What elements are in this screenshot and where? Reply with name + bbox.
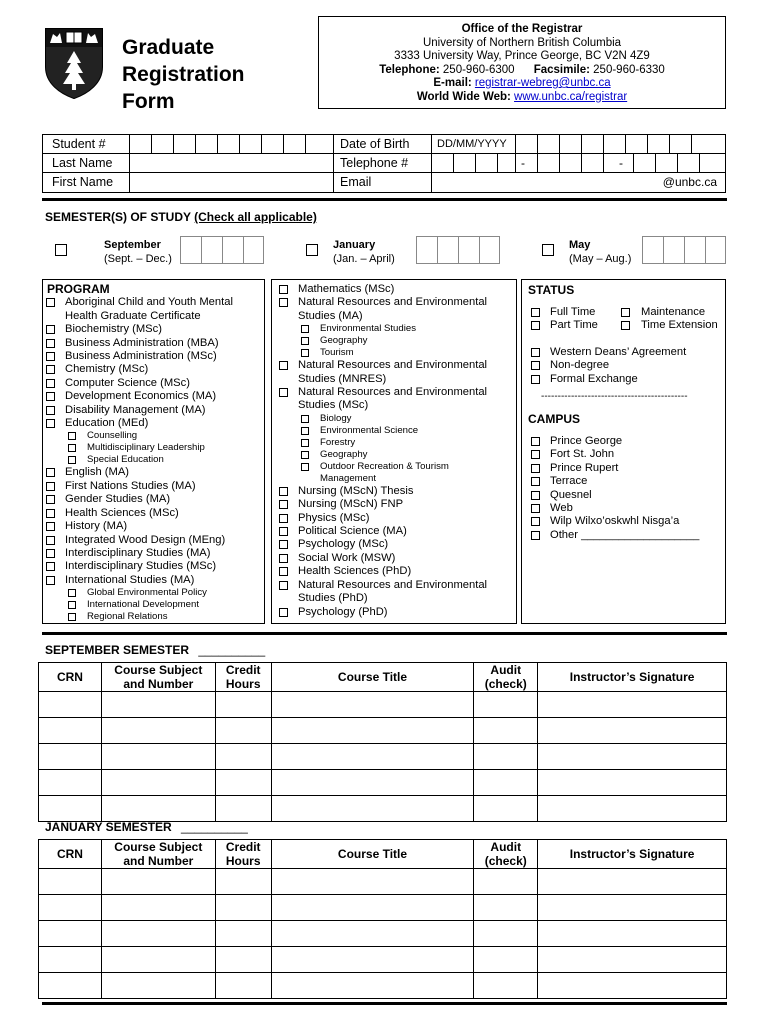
checkbox[interactable] bbox=[46, 536, 55, 545]
checkbox[interactable] bbox=[531, 517, 540, 526]
student-info-grid bbox=[42, 134, 726, 193]
program-option[interactable]: Political Science (MA) bbox=[276, 525, 487, 538]
checkbox[interactable] bbox=[279, 361, 288, 370]
checkbox[interactable] bbox=[531, 477, 540, 486]
checkbox[interactable] bbox=[301, 415, 309, 423]
program-option[interactable]: Interdisciplinary Studies (MSc) bbox=[43, 560, 233, 573]
september-year-boxes[interactable] bbox=[180, 236, 264, 264]
form-title bbox=[122, 34, 245, 115]
program-sub-option[interactable]: Multidisciplinary Leadership bbox=[43, 442, 233, 454]
campus-option[interactable]: Web bbox=[528, 502, 699, 515]
checkbox[interactable] bbox=[46, 298, 55, 307]
maintenance-label: Maintenance bbox=[641, 306, 706, 318]
program-option[interactable]: Interdisciplinary Studies (MA) bbox=[43, 547, 233, 560]
checkbox[interactable] bbox=[279, 285, 288, 294]
table-row[interactable] bbox=[39, 692, 727, 718]
checkbox[interactable] bbox=[301, 325, 309, 333]
january-year-blank: __________ bbox=[181, 820, 248, 834]
checkbox[interactable] bbox=[531, 491, 540, 500]
program-option[interactable]: Health Sciences (MSc) bbox=[43, 507, 233, 520]
checkbox[interactable] bbox=[301, 463, 309, 471]
program-option[interactable]: Psychology (MSc) bbox=[276, 538, 487, 551]
full-time-label: Full Time bbox=[550, 306, 596, 318]
september-course-table bbox=[38, 662, 727, 822]
january-range: (Jan. – April) bbox=[333, 253, 395, 265]
last-name-row bbox=[43, 154, 725, 173]
telephone-number-label: Telephone # bbox=[340, 156, 409, 170]
program-option[interactable]: Physics (MSc) bbox=[276, 512, 487, 525]
campus-option[interactable]: Prince Rupert bbox=[528, 462, 699, 475]
january-year-boxes[interactable] bbox=[416, 236, 500, 264]
unbc-crest-logo bbox=[44, 27, 104, 99]
program-option[interactable]: Disability Management (MA) bbox=[43, 404, 233, 417]
program-sub-option[interactable]: Tourism bbox=[276, 347, 487, 359]
email-domain: @unbc.ca bbox=[662, 175, 717, 189]
web-link[interactable]: www.unbc.ca/registrar bbox=[514, 90, 628, 103]
table-row[interactable] bbox=[39, 744, 727, 770]
program-option[interactable]: Nursing (MScN) FNP bbox=[276, 498, 487, 511]
program-option[interactable]: Business Administration (MSc) bbox=[43, 350, 233, 363]
program-sub-option[interactable]: Forestry bbox=[276, 437, 487, 449]
program-sub-option[interactable]: Outdoor Recreation & Tourism Management bbox=[276, 461, 487, 485]
campus-option[interactable]: Prince George bbox=[528, 435, 699, 448]
campus-option[interactable]: Other ___________________ bbox=[528, 529, 699, 542]
checkbox[interactable] bbox=[531, 437, 540, 446]
program-option[interactable]: Natural Resources and Environmental Studies (MSc) bbox=[276, 386, 487, 413]
form-title-line: Registration bbox=[122, 63, 245, 86]
may-year-boxes[interactable] bbox=[642, 236, 726, 264]
checkbox[interactable] bbox=[279, 298, 288, 307]
status-options bbox=[528, 306, 724, 403]
checkbox[interactable] bbox=[46, 482, 55, 491]
audit-header: Audit (check) bbox=[474, 663, 538, 692]
phone-dash: - bbox=[619, 156, 623, 170]
checkbox[interactable] bbox=[279, 581, 288, 590]
checkbox[interactable] bbox=[279, 514, 288, 523]
program-option[interactable]: English (MA) bbox=[43, 466, 233, 479]
program-option[interactable]: First Nations Studies (MA) bbox=[43, 480, 233, 493]
checkbox[interactable] bbox=[531, 450, 540, 459]
checkbox[interactable] bbox=[301, 337, 309, 345]
form-title-line: Form bbox=[122, 90, 175, 113]
checkbox[interactable] bbox=[301, 349, 309, 357]
september-year-blank: __________ bbox=[198, 643, 266, 657]
program-sub-option[interactable]: Global Environmental Policy bbox=[43, 587, 233, 599]
campus-options bbox=[528, 435, 699, 542]
january-semester-heading bbox=[45, 820, 248, 834]
program-heading: PROGRAM bbox=[47, 282, 110, 296]
january-semester-title: JANUARY SEMESTER bbox=[45, 820, 172, 834]
checkbox[interactable] bbox=[46, 406, 55, 415]
table-row[interactable] bbox=[39, 770, 727, 796]
checkbox[interactable] bbox=[46, 379, 55, 388]
crn-header: CRN bbox=[39, 663, 102, 692]
checkbox[interactable] bbox=[301, 451, 309, 459]
semester-heading-note: (Check all applicable) bbox=[194, 210, 317, 224]
course-title-header: Course Title bbox=[271, 840, 474, 869]
checkbox[interactable] bbox=[46, 509, 55, 518]
checkbox[interactable] bbox=[279, 500, 288, 509]
program-option[interactable]: Psychology (PhD) bbox=[276, 606, 487, 619]
checkbox[interactable] bbox=[531, 375, 540, 384]
credit-hours-header: Credit Hours bbox=[215, 663, 271, 692]
time-extension-checkbox[interactable] bbox=[621, 321, 630, 330]
january-label: January bbox=[333, 239, 376, 251]
university-name: University of Northern British Columbia bbox=[422, 36, 622, 49]
january-course-table bbox=[38, 839, 727, 999]
september-option bbox=[104, 238, 172, 266]
checkbox[interactable] bbox=[46, 562, 55, 571]
program-option[interactable]: Health Sciences (PhD) bbox=[276, 565, 487, 578]
program-option[interactable]: Nursing (MScN) Thesis bbox=[276, 485, 487, 498]
program-option[interactable]: Gender Studies (MA) bbox=[43, 493, 233, 506]
program-option[interactable]: Biochemistry (MSc) bbox=[43, 323, 233, 336]
first-name-label: First Name bbox=[52, 175, 114, 189]
program-option[interactable]: Business Administration (MBA) bbox=[43, 337, 233, 350]
january-checkbox[interactable] bbox=[306, 244, 318, 256]
checkbox[interactable] bbox=[279, 527, 288, 536]
course-subject-header: Course Subject and Number bbox=[101, 840, 215, 869]
checkbox[interactable] bbox=[531, 464, 540, 473]
program-sub-option[interactable]: International Development bbox=[43, 599, 233, 611]
program-option[interactable]: International Studies (MA) bbox=[43, 574, 233, 587]
part-time-checkbox[interactable] bbox=[531, 321, 540, 330]
checkbox[interactable] bbox=[279, 388, 288, 397]
checkbox[interactable] bbox=[68, 601, 76, 609]
program-option[interactable]: Social Work (MSW) bbox=[276, 552, 487, 565]
september-range: (Sept. – Dec.) bbox=[104, 253, 172, 265]
section-divider bbox=[42, 198, 727, 201]
table-row[interactable] bbox=[39, 869, 727, 895]
program-sub-option[interactable]: Counselling bbox=[43, 430, 233, 442]
september-label: September bbox=[104, 239, 161, 251]
checkbox[interactable] bbox=[531, 504, 540, 513]
program-sub-option[interactable]: Environmental Studies bbox=[276, 323, 487, 335]
program-sub-option[interactable]: Biology bbox=[276, 413, 487, 425]
table-row[interactable] bbox=[39, 973, 727, 999]
checkbox[interactable] bbox=[531, 361, 540, 370]
table-row[interactable] bbox=[39, 921, 727, 947]
table-row[interactable] bbox=[39, 718, 727, 744]
program-option[interactable]: Natural Resources and Environmental Studies (MA) bbox=[276, 296, 487, 323]
course-subject-header: Course Subject and Number bbox=[101, 663, 215, 692]
crn-header: CRN bbox=[39, 840, 102, 869]
signature-header: Instructor’s Signature bbox=[538, 840, 727, 869]
date-of-birth-label: Date of Birth bbox=[340, 137, 410, 151]
checkbox[interactable] bbox=[531, 531, 540, 540]
semester-heading-text: SEMESTER(S) OF STUDY bbox=[45, 210, 191, 224]
checkbox[interactable] bbox=[46, 522, 55, 531]
fax-value: 250-960-6330 bbox=[593, 63, 665, 76]
checkbox[interactable] bbox=[46, 419, 55, 428]
office-name: Office of the Registrar bbox=[461, 23, 583, 35]
signature-header: Instructor’s Signature bbox=[538, 663, 727, 692]
campus-option[interactable]: Fort St. John bbox=[528, 448, 699, 461]
section-divider bbox=[42, 632, 727, 635]
program-option[interactable]: Integrated Wood Design (MEng) bbox=[43, 534, 233, 547]
maintenance-checkbox[interactable] bbox=[621, 308, 630, 317]
table-header-row bbox=[39, 663, 727, 692]
status-heading: STATUS bbox=[528, 283, 575, 297]
checkbox[interactable] bbox=[68, 444, 76, 452]
checkbox[interactable] bbox=[279, 567, 288, 576]
checkbox[interactable] bbox=[68, 613, 76, 621]
last-name-label: Last Name bbox=[52, 156, 113, 170]
table-row[interactable] bbox=[39, 796, 727, 822]
fax-label: Facsimile: bbox=[533, 63, 590, 76]
campus-option[interactable]: Quesnel bbox=[528, 489, 699, 502]
program-list-2 bbox=[276, 283, 487, 619]
part-time-label: Part Time bbox=[550, 319, 598, 332]
program-sub-option[interactable]: Special Education bbox=[43, 454, 233, 466]
status-divider: -------------------------------------------- bbox=[541, 391, 688, 402]
registrar-contact-box bbox=[318, 16, 726, 109]
checkbox[interactable] bbox=[279, 608, 288, 617]
email-field-label: Email bbox=[340, 175, 372, 189]
checkbox[interactable] bbox=[46, 495, 55, 504]
program-sub-option[interactable]: Regional Relations bbox=[43, 611, 233, 623]
campus-heading: CAMPUS bbox=[528, 412, 581, 426]
program-option[interactable]: Development Economics (MA) bbox=[43, 390, 233, 403]
program-sub-option[interactable]: Geography bbox=[276, 335, 487, 347]
program-option[interactable]: Computer Science (MSc) bbox=[43, 377, 233, 390]
credit-hours-header: Credit Hours bbox=[215, 840, 271, 869]
checkbox[interactable] bbox=[46, 339, 55, 348]
status-option[interactable]: Non-degree bbox=[528, 359, 724, 372]
checkbox[interactable] bbox=[68, 432, 76, 440]
campus-option[interactable]: Terrace bbox=[528, 475, 699, 488]
web-label: World Wide Web: bbox=[416, 90, 511, 103]
table-row[interactable] bbox=[39, 895, 727, 921]
checkbox[interactable] bbox=[279, 540, 288, 549]
student-number-label: Student # bbox=[52, 137, 106, 151]
address: 3333 University Way, Prince George, BC V2N 4Z9 bbox=[394, 50, 650, 62]
checkbox[interactable] bbox=[279, 487, 288, 496]
checkbox[interactable] bbox=[46, 576, 55, 585]
september-semester-title: SEPTEMBER SEMESTER bbox=[45, 643, 190, 657]
time-extension-label: Time Extension bbox=[641, 319, 718, 332]
checkbox[interactable] bbox=[46, 365, 55, 374]
september-semester-heading bbox=[45, 643, 265, 657]
checkbox[interactable] bbox=[46, 468, 55, 477]
checkbox[interactable] bbox=[301, 439, 309, 447]
semester-of-study-heading bbox=[45, 210, 317, 224]
program-option[interactable]: History (MA) bbox=[43, 520, 233, 533]
section-divider bbox=[42, 1002, 727, 1005]
telephone-label: Telephone: bbox=[379, 63, 440, 76]
course-title-header: Course Title bbox=[271, 663, 474, 692]
may-label: May bbox=[569, 239, 591, 251]
may-checkbox[interactable] bbox=[542, 244, 554, 256]
january-option bbox=[333, 238, 395, 266]
email-link[interactable]: registrar-webreg@unbc.ca bbox=[474, 77, 611, 89]
checkbox[interactable] bbox=[531, 348, 540, 357]
audit-header: Audit (check) bbox=[474, 840, 538, 869]
program-sub-option[interactable]: Geography bbox=[276, 449, 487, 461]
campus-option[interactable]: Wilp Wilxo’oskwhl Nisga’a bbox=[528, 515, 699, 528]
student-number-row bbox=[43, 135, 725, 154]
status-option[interactable]: Formal Exchange bbox=[528, 373, 724, 386]
table-header-row bbox=[39, 840, 727, 869]
checkbox[interactable] bbox=[46, 325, 55, 334]
status-option[interactable]: Western Deans’ Agreement bbox=[528, 346, 724, 359]
checkbox[interactable] bbox=[46, 392, 55, 401]
full-time-checkbox[interactable] bbox=[531, 308, 540, 317]
first-name-row bbox=[43, 173, 725, 192]
checkbox[interactable] bbox=[68, 589, 76, 597]
program-option[interactable]: Chemistry (MSc) bbox=[43, 363, 233, 376]
program-option[interactable]: Natural Resources and Environmental Studies (PhD) bbox=[276, 579, 487, 606]
may-range: (May – Aug.) bbox=[569, 253, 632, 265]
program-option[interactable]: Mathematics (MSc) bbox=[276, 283, 487, 296]
program-sub-option[interactable]: Environmental Science bbox=[276, 425, 487, 437]
checkbox[interactable] bbox=[46, 549, 55, 558]
may-option bbox=[569, 238, 631, 266]
program-option[interactable]: Education (MEd) bbox=[43, 417, 233, 430]
program-option[interactable]: Aboriginal Child and Youth Mental Health Graduate Certificate bbox=[43, 296, 233, 323]
table-row[interactable] bbox=[39, 947, 727, 973]
september-checkbox[interactable] bbox=[55, 244, 67, 256]
phone-dash: - bbox=[521, 156, 525, 170]
checkbox[interactable] bbox=[301, 427, 309, 435]
checkbox[interactable] bbox=[68, 456, 76, 464]
dob-format-hint: DD/MM/YYYY bbox=[437, 138, 507, 150]
form-title-line: Graduate bbox=[122, 36, 215, 59]
telephone-value: 250-960-6300 bbox=[442, 63, 515, 76]
program-option[interactable]: Natural Resources and Environmental Studies (MNRES) bbox=[276, 359, 487, 386]
program-list-1 bbox=[43, 283, 233, 623]
email-label: E-mail: bbox=[433, 77, 472, 89]
checkbox[interactable] bbox=[279, 554, 288, 563]
checkbox[interactable] bbox=[46, 352, 55, 361]
